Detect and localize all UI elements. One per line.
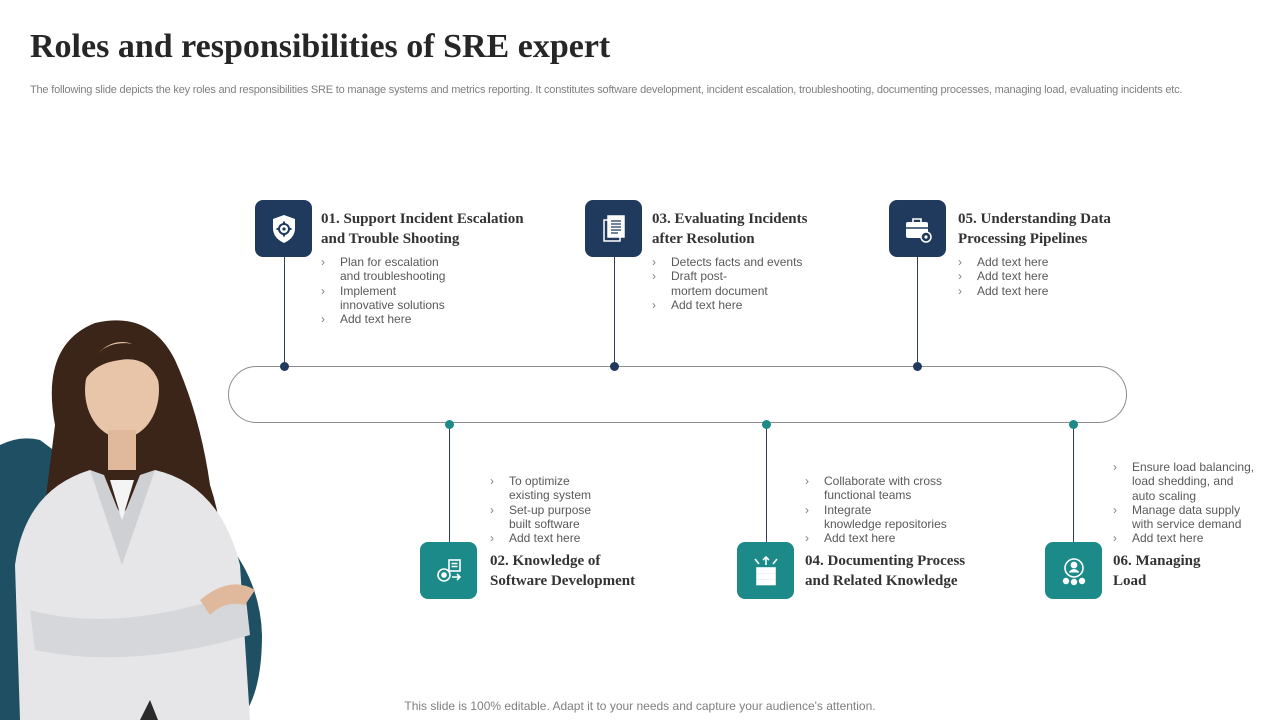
timeline-dot-05 — [913, 362, 922, 371]
list-item: › Set-up purpose built software — [490, 503, 591, 532]
item-02-title: 02. Knowledge of Software Development — [490, 553, 636, 589]
list-item: › Add text here — [321, 312, 445, 326]
list-item: › Add text here — [1113, 531, 1254, 545]
list-item: › Add text here — [652, 298, 802, 312]
list-item: › Add text here — [490, 531, 591, 545]
list-item: › Ensure load balancing, load shedding, and auto scaling — [1113, 460, 1254, 503]
list-item: › Add text here — [958, 255, 1048, 269]
timeline-dot-02 — [445, 420, 454, 429]
list-item: › Implement innovative solutions — [321, 284, 445, 313]
item-06-title: 06. Managing Load — [1113, 553, 1201, 589]
businesswoman-photo — [0, 305, 270, 720]
connector-line-06 — [1073, 423, 1074, 543]
item-03-bullets — [652, 255, 802, 312]
timeline-dot-04 — [762, 420, 771, 429]
list-item: › Detects facts and events — [652, 255, 802, 269]
connector-line-04 — [766, 423, 767, 543]
connector-line-03 — [614, 256, 615, 367]
list-item: › Manage data supply with service demand — [1113, 503, 1254, 532]
code-gear-icon — [420, 542, 477, 599]
item-01-title: 01. Support Incident Escalation and Trouble Shooting — [321, 211, 524, 247]
user-network-icon — [1045, 542, 1102, 599]
item-03-title: 03. Evaluating Incidents after Resolution — [652, 211, 808, 247]
slide-title: Roles and responsibilities of SRE expert — [30, 28, 611, 65]
item-06-bullets — [1113, 460, 1254, 546]
list-item: › Integrate knowledge repositories — [805, 503, 947, 532]
briefcase-gear-icon — [889, 200, 946, 257]
item-05-bullets — [958, 255, 1048, 298]
item-05-title: 05. Understanding Data Processing Pipelines — [958, 211, 1111, 247]
timeline-dot-03 — [610, 362, 619, 371]
slide-subtitle: The following slide depicts the key roles and responsibilities SRE to manage systems and metrics reporting. It constitutes software development, incident escalation, troubleshooting, documenting processes, managing load, evaluating incidents etc. — [30, 84, 1183, 96]
list-item: › To optimize existing system — [490, 474, 591, 503]
item-01-bullets — [321, 255, 445, 326]
timeline-track — [228, 366, 1127, 423]
timeline-dot-01 — [280, 362, 289, 371]
list-item: › Plan for escalation and troubleshooting — [321, 255, 445, 284]
list-item: › Collaborate with cross functional teams — [805, 474, 947, 503]
connector-line-01 — [284, 256, 285, 367]
connector-line-02 — [449, 423, 450, 543]
item-04-bullets — [805, 474, 947, 545]
item-04-title: 04. Documenting Process and Related Knowledge — [805, 553, 966, 589]
shield-gear-icon — [255, 200, 312, 257]
list-item: › Add text here — [958, 269, 1048, 283]
list-item: › Add text here — [805, 531, 947, 545]
timeline-dot-06 — [1069, 420, 1078, 429]
connector-line-05 — [917, 256, 918, 367]
item-02-bullets — [490, 474, 591, 545]
list-item: › Add text here — [958, 284, 1048, 298]
list-item: › Draft post- mortem document — [652, 269, 802, 298]
server-upload-icon — [737, 542, 794, 599]
slide-footer: This slide is 100% editable. Adapt it to your needs and capture your audience's attention. — [404, 699, 876, 713]
documents-icon — [585, 200, 642, 257]
